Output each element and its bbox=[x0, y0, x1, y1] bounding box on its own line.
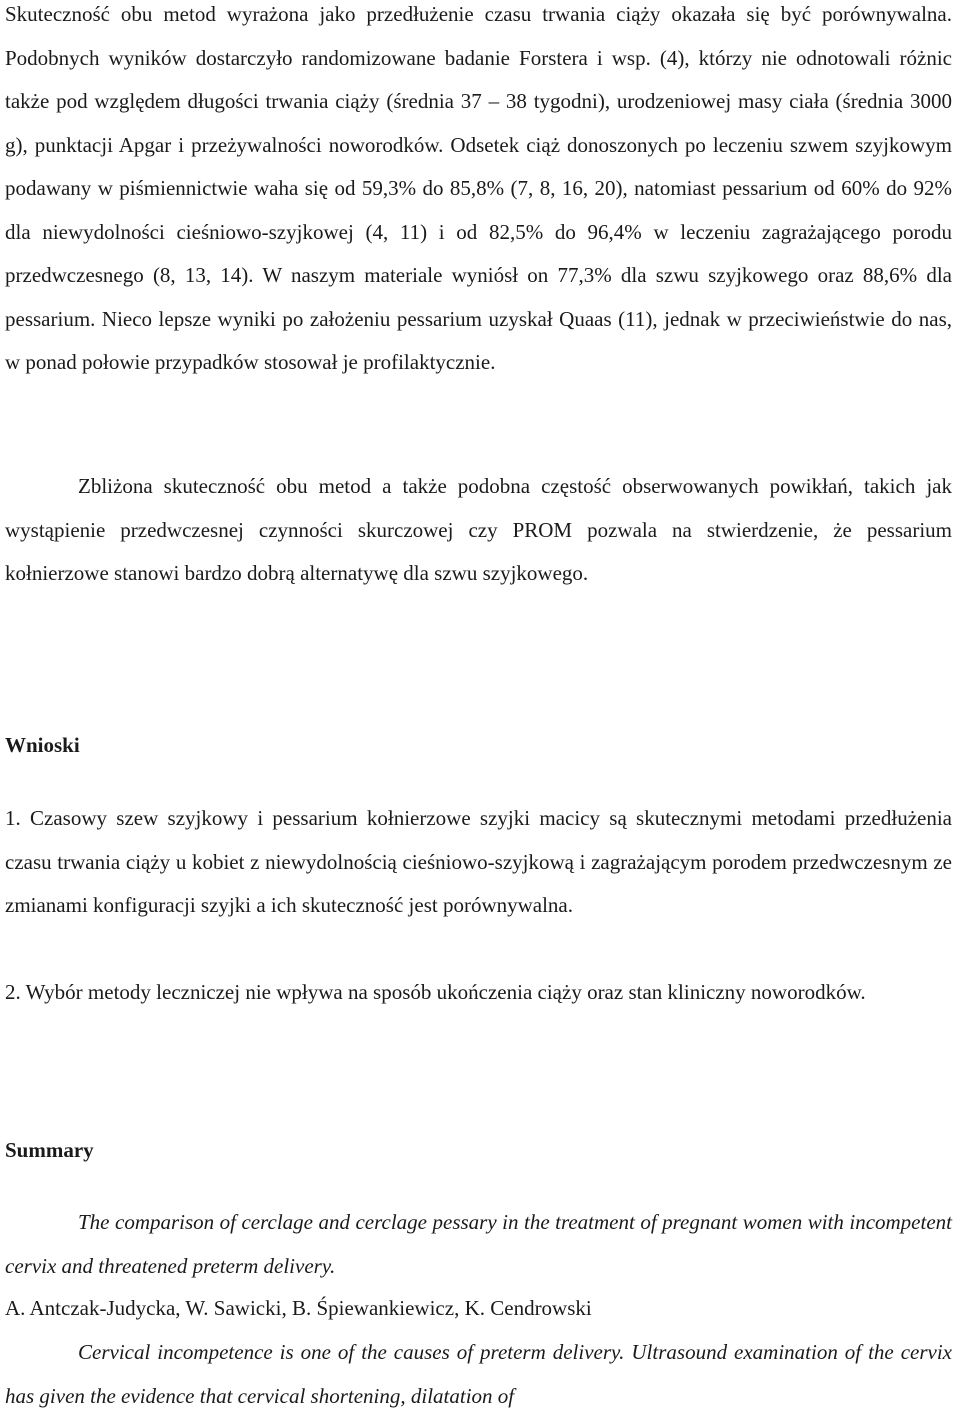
discussion-paragraph-2: Zbliżona skuteczność obu metod a także podobna częstość obserwowanych powikłań, takich jak wystąpienie przedwczesnej czynności skurczowej czy PROM pozwala na stwierdzenie, że pessarium kołnierzowe stanowi bardzo dobrą alternatywę dla szwu szyjkowego. bbox=[5, 474, 952, 585]
summary-abstract: Cervical incompetence is one of the causes of preterm delivery. Ultrasound examination of the cervix has given the evidence that cervical shortening, dilatation of bbox=[5, 1340, 952, 1408]
conclusions-heading: Wnioski bbox=[5, 733, 80, 757]
summary-title: The comparison of cerclage and cerclage pessary in the treatment of pregnant women with incompetent cervix and threatened preterm delivery. bbox=[5, 1210, 952, 1278]
summary-heading: Summary bbox=[5, 1138, 94, 1162]
summary-authors: A. Antczak-Judycka, W. Sawicki, B. Śpiewankiewicz, K. Cendrowski bbox=[5, 1296, 592, 1320]
conclusion-item-2: 2. Wybór metody leczniczej nie wpływa na sposób ukończenia ciąży oraz stan kliniczny noworodków. bbox=[5, 980, 866, 1004]
discussion-paragraph-1: Skuteczność obu metod wyrażona jako przedłużenie czasu trwania ciąży okazała się być porównywalna. Podobnych wyników dostarczyło randomizowane badanie Forstera i wsp. (4), którzy nie odnotowali różnic także pod względem długości trwania ciąży (średnia 37 – 38 tygodni), urodzeniowej masy ciała (średnia 3000 g), punktacji Apgar i przeżywalności noworodków. Odsetek ciąż donoszonych po leczeniu szwem szyjkowym podawany w piśmiennictwie waha się od 59,3% do 85,8% (7, 8, 16, 20), natomiast pessarium od 60% do 92% dla niewydolności cieśniowo-szyjkowej (4, 11) i od 82,5% do 96,4% w leczeniu zagrażającego porodu przedwczesnego (8, 13, 14). W naszym materiale wyniósł on 77,3% dla szwu szyjkowego oraz 88,6% dla pessarium. Nieco lepsze wyniki po założeniu pessarium uzyskał Quaas (11), jednak w przeciwieństwie do nas, w ponad połowie przypadków stosował je profilaktycznie. bbox=[5, 2, 952, 374]
conclusion-item-1: 1. Czasowy szew szyjkowy i pessarium kołnierzowe szyjki macicy są skutecznymi metodami przedłużenia czasu trwania ciąży u kobiet z niewydolnością cieśniowo-szyjkową i zagrażającym porodem przedwczesnym ze zmianami konfiguracji szyjki a ich skuteczność jest porównywalna. bbox=[5, 806, 952, 917]
